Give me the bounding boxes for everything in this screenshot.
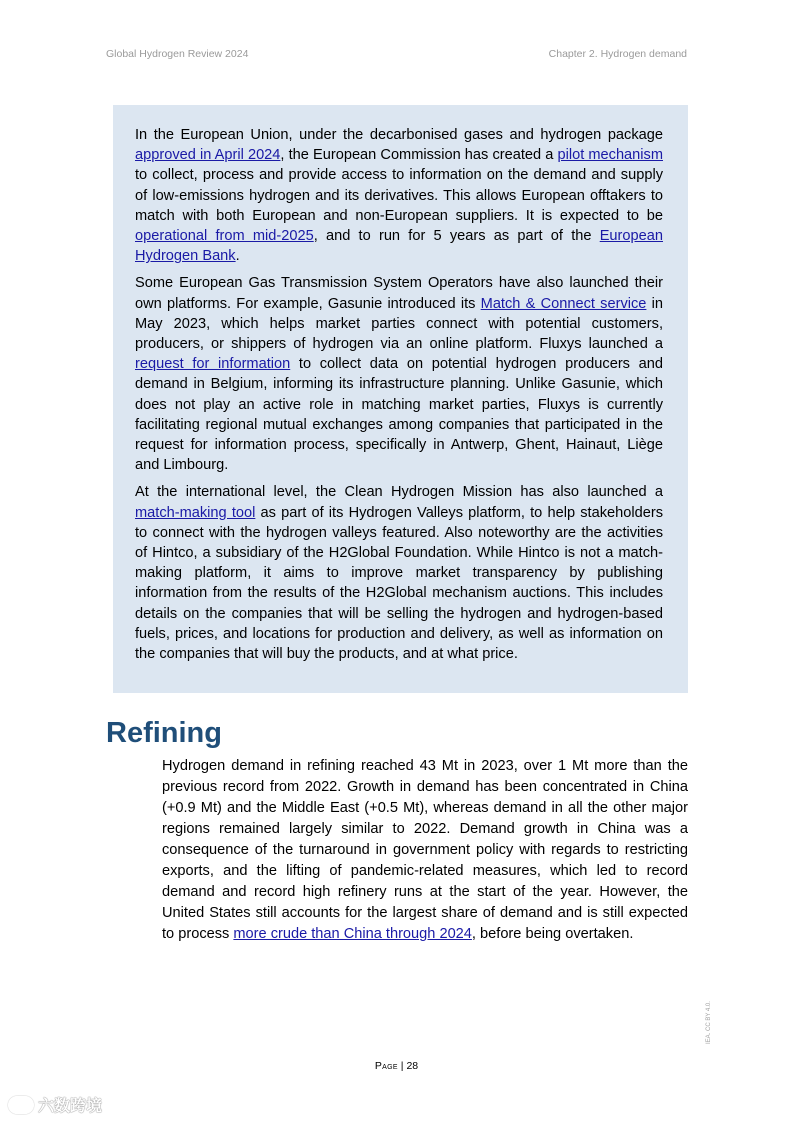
link-more-crude-than-china[interactable]: more crude than China through 2024 bbox=[233, 926, 472, 942]
link-match-making-tool[interactable]: match-making tool bbox=[135, 504, 256, 521]
link-european-hydrogen-bank[interactable]: European Hydrogen Bank bbox=[135, 228, 663, 265]
link-operational-mid-2025[interactable]: operational from mid-2025 bbox=[135, 228, 314, 245]
page-number: 28 bbox=[406, 1060, 419, 1072]
info-box bbox=[113, 105, 688, 693]
link-match-connect-service[interactable]: Match & Connect service bbox=[480, 295, 647, 312]
box-paragraph-2: Some European Gas Transmission System Operators have also launched their own platforms. For example, Gasunie introduced its Match & Connect service in May 2023, which helps market parties connect with potential customers, producers, or shippers of hydrogen via an online platform. Fluxys launched a request for information to collect data on potential hydrogen producers and demand in Belgium, informing its infrastructure planning. Unlike Gasunie, which does not play an active role in matching market parties, Fluxys is currently facilitating regional mutual exchanges among companies that participated in the request for information process, specifically in Antwerp, Ghent, Hainaut, Liège and Limbourg. bbox=[135, 275, 663, 474]
watermark bbox=[8, 1093, 102, 1116]
box-paragraph-1: In the European Union, under the decarbonised gases and hydrogen package approved in April 2024, the European Commission has created a pilot mechanism to collect, process and provide access to information on the demand and supply of low-emissions hydrogen and its derivatives. This allows European offtakers to match with both European and non-European suppliers. It is expected to be operational from mid-2025, and to run for 5 years as part of the European Hydrogen Bank. bbox=[135, 127, 663, 265]
running-header-chapter: Chapter 2. Hydrogen demand bbox=[548, 48, 687, 60]
link-request-for-information[interactable]: request for information bbox=[135, 356, 291, 373]
page-label: Page bbox=[374, 1060, 398, 1072]
license-note: IEA. CC BY 4.0. bbox=[706, 1001, 712, 1044]
page-footer bbox=[0, 1060, 793, 1072]
link-pilot-mechanism[interactable]: pilot mechanism bbox=[557, 147, 663, 164]
watermark-logo-icon bbox=[8, 1096, 34, 1114]
section-title: Refining bbox=[106, 717, 222, 749]
refining-paragraph: Hydrogen demand in refining reached 43 Mt in 2023, over 1 Mt more than the previous record from 2022. Growth in demand has been concentrated in China (+0.9 Mt) and the Middle East (+0.5 Mt), whereas demand in all the other major regions remained largely similar to 2022. Demand growth in China was a consequence of the turnaround in government policy with regards to restricting exports, and the lifting of pandemic-related measures, which led to record demand and record high refinery runs at the start of the year. However, the United States still accounts for the largest share of demand and is still expected to process more crude than China through 2024, before being overtaken. bbox=[162, 758, 688, 942]
link-approved-april-2024[interactable]: approved in April 2024 bbox=[135, 147, 281, 164]
watermark-text: 六数跨境 bbox=[38, 1098, 103, 1115]
page-separator: | bbox=[397, 1060, 407, 1072]
box-paragraph-3: At the international level, the Clean Hydrogen Mission has also launched a match-making tool as part of its Hydrogen Valleys platform, to help stakeholders to connect with the hydrogen valleys featured. Also noteworthy are the activities of Hintco, a subsidiary of the H2Global Foundation. While Hintco is not a match-making platform, it aims to improve market transparency by publishing information from the results of the H2Global mechanism auctions. This includes details on the companies that will be selling the hydrogen and hydrogen-based fuels, prices, and locations for production and delivery, as well as information on the companies that will buy the products, and at what price. bbox=[135, 484, 663, 663]
running-header-title: Global Hydrogen Review 2024 bbox=[106, 48, 249, 60]
